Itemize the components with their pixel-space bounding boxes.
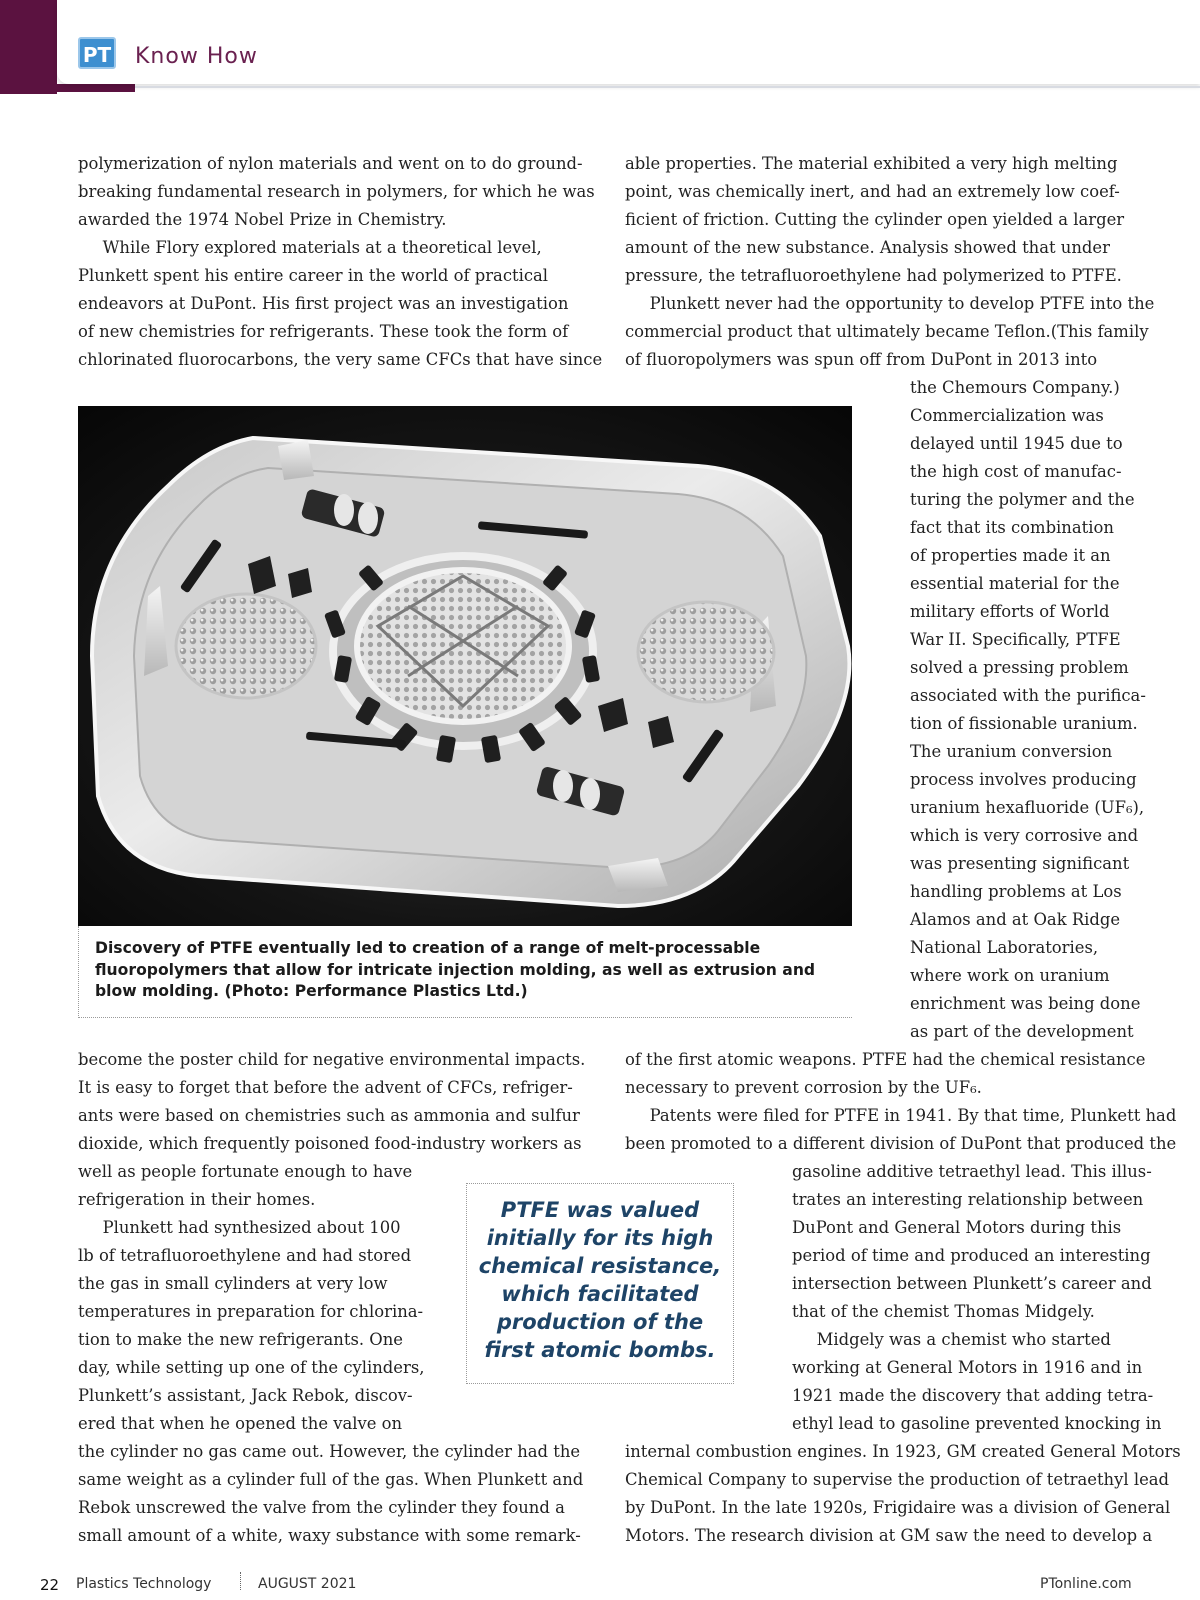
text-line: same weight as a cylinder full of the gas. When Plunkett and <box>78 1470 584 1489</box>
text-line: necessary to prevent corrosion by the UF₆. <box>625 1078 982 1097</box>
text-line: ethyl lead to gasoline prevented knocking in <box>792 1414 1162 1433</box>
text-line: Alamos and at Oak Ridge <box>910 910 1121 929</box>
text-line: Rebok unscrewed the valve from the cylinder they found a <box>78 1498 565 1517</box>
header-panel <box>57 0 1200 84</box>
text-line: It is easy to forget that before the advent of CFCs, refriger- <box>78 1078 573 1097</box>
text-line: ants were based on chemistries such as ammonia and sulfur <box>78 1106 580 1125</box>
text-line: was presenting significant <box>910 854 1130 873</box>
text-line: the cylinder no gas came out. However, the cylinder had the <box>78 1442 581 1461</box>
text-line: tion to make the new refrigerants. One <box>78 1330 403 1349</box>
text-line: endeavors at DuPont. His first project was an investigation <box>78 294 569 313</box>
publication-name: Plastics Technology <box>76 1576 212 1592</box>
text-line: essential material for the <box>910 574 1120 593</box>
text-line: where work on uranium <box>910 966 1110 985</box>
ptfe-molded-part-photo <box>78 406 852 926</box>
text-line: awarded the 1974 Nobel Prize in Chemistry. <box>78 210 447 229</box>
page-number: 22 <box>40 1576 60 1594</box>
footer-separator <box>240 1572 241 1590</box>
text-line: the high cost of manufac- <box>910 462 1122 481</box>
text-line: ered that when he opened the valve on <box>78 1414 403 1433</box>
text-line: dioxide, which frequently poisoned food-industry workers as <box>78 1134 582 1153</box>
text-line: uranium hexafluoride (UF₆), <box>910 798 1145 817</box>
text-line: of new chemistries for refrigerants. These took the form of <box>78 322 569 341</box>
text-line: the Chemours Company.) <box>910 378 1120 397</box>
text-line: 1921 made the discovery that adding tetra- <box>792 1386 1154 1405</box>
text-line: Plunkett never had the opportunity to develop PTFE into the <box>625 294 1155 313</box>
text-line: military efforts of World <box>910 602 1110 621</box>
text-line: tion of fissionable uranium. <box>910 714 1138 733</box>
text-line: of fluoropolymers was spun off from DuPont in 2013 into <box>625 350 1098 369</box>
text-line: Patents were filed for PTFE in 1941. By that time, Plunkett had <box>625 1106 1177 1125</box>
text-line: Midgely was a chemist who started <box>792 1330 1111 1349</box>
text-line: chlorinated fluorocarbons, the very same CFCs that have since <box>78 350 603 369</box>
text-line: trates an interesting relationship between <box>792 1190 1144 1209</box>
text-line: as part of the development <box>910 1022 1134 1041</box>
text-line: commercial product that ultimately became Teflon.(This family <box>625 322 1149 341</box>
text-line: that of the chemist Thomas Midgely. <box>792 1302 1095 1321</box>
text-line: handling problems at Los <box>910 882 1122 901</box>
text-line: by DuPont. In the late 1920s, Frigidaire was a division of General <box>625 1498 1171 1517</box>
pull-quote: PTFE was valued initially for its high chemical resistance, which facilitated production of the first atomic bombs. <box>478 1198 722 1362</box>
text-line: process involves producing <box>910 770 1137 789</box>
text-line: intersection between Plunkett’s career and <box>792 1274 1152 1293</box>
text-line: day, while setting up one of the cylinders, <box>78 1358 425 1377</box>
text-line: turing the polymer and the <box>910 490 1135 509</box>
pt-logo: PT <box>78 37 116 69</box>
text-line: internal combustion engines. In 1923, GM created General Motors <box>625 1442 1181 1461</box>
text-line: pressure, the tetrafluoroethylene had polymerized to PTFE. <box>625 266 1122 285</box>
text-line: enrichment was being done <box>910 994 1141 1013</box>
header-accent-bar <box>0 0 57 94</box>
text-line: point, was chemically inert, and had an extremely low coef- <box>625 182 1120 201</box>
text-line: National Laboratories, <box>910 938 1099 957</box>
text-line: Plunkett had synthesized about 100 <box>78 1218 401 1237</box>
header-accent-underline <box>0 84 135 92</box>
issue-date: AUGUST 2021 <box>258 1576 357 1592</box>
text-line: The uranium conversion <box>910 742 1113 761</box>
text-line: War II. Specifically, PTFE <box>910 630 1121 649</box>
text-line: breaking fundamental research in polymers, for which he was <box>78 182 595 201</box>
photo-caption: Discovery of PTFE eventually led to creation of a range of melt-processable fluoropolymers that allow for intricate injection molding, as well as extrusion and blow molding. (Photo: Performance Plastics Ltd.) <box>95 939 816 1000</box>
text-line: well as people fortunate enough to have <box>78 1162 413 1181</box>
text-line: able properties. The material exhibited a very high melting <box>625 154 1118 173</box>
text-line: been promoted to a different division of DuPont that produced the <box>625 1134 1177 1153</box>
section-title: Know How <box>135 44 258 69</box>
header-rule <box>135 86 1200 88</box>
text-line: Motors. The research division at GM saw the need to develop a <box>625 1526 1153 1545</box>
text-line: amount of the new substance. Analysis showed that under <box>625 238 1110 257</box>
text-line: refrigeration in their homes. <box>78 1190 316 1209</box>
text-line: polymerization of nylon materials and went on to do ground- <box>78 154 583 173</box>
website-link[interactable]: PTonline.com <box>1040 1576 1132 1592</box>
text-line: become the poster child for negative environmental impacts. <box>78 1050 586 1069</box>
text-line: working at General Motors in 1916 and in <box>792 1358 1143 1377</box>
text-line: ficient of friction. Cutting the cylinder open yielded a larger <box>625 210 1125 229</box>
text-line: small amount of a white, waxy substance with some remark- <box>78 1526 581 1545</box>
text-line: fact that its combination <box>910 518 1114 537</box>
text-line: the gas in small cylinders at very low <box>78 1274 388 1293</box>
text-line: of properties made it an <box>910 546 1111 565</box>
text-line: solved a pressing problem <box>910 658 1129 677</box>
text-line: associated with the purifica- <box>910 686 1146 705</box>
text-line: Plunkett’s assistant, Jack Rebok, discov- <box>78 1386 413 1405</box>
text-line: Chemical Company to supervise the production of tetraethyl lead <box>625 1470 1170 1489</box>
text-line: delayed until 1945 due to <box>910 434 1123 453</box>
text-line: lb of tetrafluoroethylene and had stored <box>78 1246 412 1265</box>
text-line: DuPont and General Motors during this <box>792 1218 1122 1237</box>
text-line: Plunkett spent his entire career in the world of practical <box>78 266 549 285</box>
text-line: which is very corrosive and <box>910 826 1139 845</box>
text-line: of the first atomic weapons. PTFE had the chemical resistance <box>625 1050 1146 1069</box>
text-line: period of time and produced an interesting <box>792 1246 1151 1265</box>
text-line: While Flory explored materials at a theoretical level, <box>78 238 542 257</box>
text-line: Commercialization was <box>910 406 1104 425</box>
text-line: gasoline additive tetraethyl lead. This illus- <box>792 1162 1152 1181</box>
text-line: temperatures in preparation for chlorina- <box>78 1302 424 1321</box>
